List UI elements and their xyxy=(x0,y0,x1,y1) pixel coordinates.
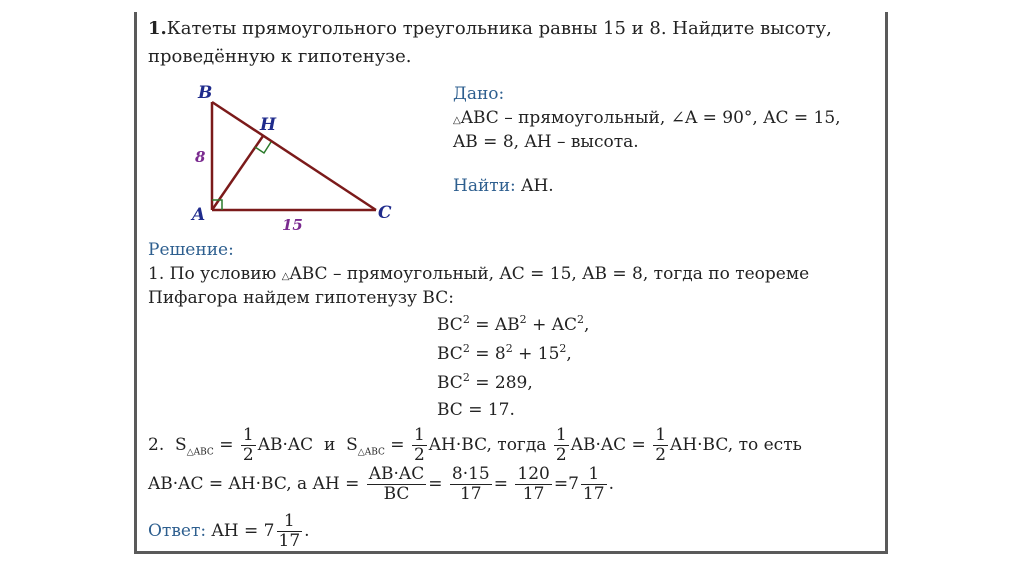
half-num-2: 1 xyxy=(413,425,425,445)
answer-value: AH = 7 xyxy=(211,521,275,541)
eq1-exp-b: 2 xyxy=(577,313,585,326)
step1-line-2: Пифагора найдем гипотенузу BC: xyxy=(148,288,454,308)
answer-tail: . xyxy=(304,521,310,541)
equation-4: BC = 17. xyxy=(437,400,515,420)
fraction-4 xyxy=(581,466,607,503)
equation-3: $BC^2 = 289$, xyxy=(437,371,533,393)
ab-ac-2: AB·AC xyxy=(570,435,627,455)
fraction-3 xyxy=(515,466,551,503)
step2-number: 2. xyxy=(148,435,165,455)
fraction-half-2 xyxy=(412,427,427,464)
half-den: 2 xyxy=(242,445,254,465)
solution-heading: Решение: xyxy=(148,240,234,260)
answer-num: 1 xyxy=(277,513,303,532)
find-line xyxy=(453,176,554,196)
and-word: и xyxy=(323,435,336,455)
eq3-lhs: BC xyxy=(437,373,463,393)
eq2-a: 8 xyxy=(494,344,506,364)
step2-line-1: 2. $S_{\triangle ABC}$ = $\frac{1}{2}$ AB·AC и $S_{\triangle ABC}$ = $\frac{1}{2}$ AH·BC, тогда $\frac{1}{2}$ AB·AC = $\frac{1}{2}$ AH·BC, то есть xyxy=(148,425,802,465)
half-num-4: 1 xyxy=(655,425,667,445)
side-ac-length: 15 xyxy=(282,216,303,234)
task-line-1 xyxy=(148,18,832,39)
fraction-half xyxy=(241,427,256,464)
fraction-half-4 xyxy=(653,427,668,464)
eq1-lhs: BC xyxy=(437,315,463,335)
half-den-3: 2 xyxy=(555,445,567,465)
half-den-2: 2 xyxy=(413,445,425,465)
frac2-den: 17 xyxy=(459,484,482,504)
given-line-2: AB = 8, AH – высота. xyxy=(453,132,639,152)
ab-ac-eq: AB·AC = AH·BC xyxy=(148,474,287,494)
eq1-exp: 2 xyxy=(462,313,470,326)
half-num: 1 xyxy=(242,425,254,445)
step1-line-1 xyxy=(148,264,809,284)
ah-bc-2: AH·BC xyxy=(670,435,728,455)
eq3-exp: 2 xyxy=(462,371,470,384)
frac3-num: 120 xyxy=(517,464,550,484)
half-num-3: 1 xyxy=(555,425,567,445)
label-c: C xyxy=(378,203,392,223)
given-line-1 xyxy=(453,108,841,128)
eq2-lhs: BC xyxy=(437,344,463,364)
answer-label: Ответ: xyxy=(148,521,207,541)
eq1-a: AB xyxy=(494,315,520,335)
area-sub-2: ABC xyxy=(364,447,385,458)
label-b: B xyxy=(198,83,213,103)
answer-fraction xyxy=(277,513,303,550)
eq2-b: 15 xyxy=(537,344,560,364)
fraction-half-3 xyxy=(554,427,569,464)
eq1-exp-a: 2 xyxy=(519,313,527,326)
step2-line-2: AB·AC = AH·BC, а AH = $\frac{AB\cdot AC}{BC}$ = $\frac{8\cdot 15}{17}$ = $\frac{120}{17}$ =7 $\frac{1}{17}$ . xyxy=(148,464,614,504)
task-line-2: проведённую к гипотенузе. xyxy=(148,46,412,67)
answer-den: 17 xyxy=(278,531,301,551)
ab-ac: AB·AC xyxy=(257,435,314,455)
step1-rest: ABC – прямоугольный, AC = 15, AB = 8, тогда по теореме xyxy=(289,264,810,284)
area-s: S xyxy=(175,435,187,455)
given-heading: Дано: xyxy=(453,84,505,104)
triangle-icon: △ xyxy=(453,115,461,126)
frac1-num: AB·AC xyxy=(368,464,425,484)
equation-2: $BC^2 = 8^2 + 15^2$, xyxy=(437,342,572,364)
answer-line xyxy=(148,513,310,550)
find-value: AH. xyxy=(521,176,554,196)
eq2-exp: 2 xyxy=(462,342,470,355)
frac4-den: 17 xyxy=(582,484,605,504)
equation-1: $BC^2 = AB^2 + AC^2$, xyxy=(437,313,590,335)
frac2-num: 8·15 xyxy=(451,464,490,484)
label-a: A xyxy=(192,205,206,225)
eq2-exp-a: 2 xyxy=(505,342,513,355)
ah-eq: , а AH = xyxy=(286,474,360,494)
side-ab-length: 8 xyxy=(195,148,206,166)
fraction-1 xyxy=(367,466,426,503)
triangle-icon: △ xyxy=(281,271,290,282)
half-den-4: 2 xyxy=(655,445,667,465)
eq1-b: AC xyxy=(551,315,578,335)
eq1-tail: , xyxy=(584,315,590,335)
whole-part: 7 xyxy=(568,474,579,494)
fraction-2 xyxy=(450,466,492,503)
label-h: H xyxy=(260,115,277,135)
then-word: , тогда xyxy=(486,435,547,455)
task-number: 1. xyxy=(148,18,167,39)
triangle-figure xyxy=(180,78,410,238)
area-s-2: S xyxy=(346,435,358,455)
that-is: , то есть xyxy=(727,435,802,455)
area-sub: ABC xyxy=(193,447,214,458)
find-label: Найти: xyxy=(453,176,516,196)
ah-bc: AH·BC xyxy=(428,435,487,455)
eq2-tail: , xyxy=(566,344,572,364)
task-text-1: Катеты прямоугольного треугольника равны 15 и 8. Найдите высоту, xyxy=(166,18,832,39)
frac1-den: BC xyxy=(383,484,410,504)
given-text-1: ABC – прямоугольный, ∠A = 90°, AC = 15, xyxy=(460,108,841,128)
right-angle-marks xyxy=(212,142,271,210)
step1-prefix: 1. По условию xyxy=(148,264,282,284)
frac4-num: 1 xyxy=(581,466,607,485)
frac3-den: 17 xyxy=(522,484,545,504)
eq2-exp-b: 2 xyxy=(559,342,567,355)
eq3-val: 289, xyxy=(494,373,533,393)
